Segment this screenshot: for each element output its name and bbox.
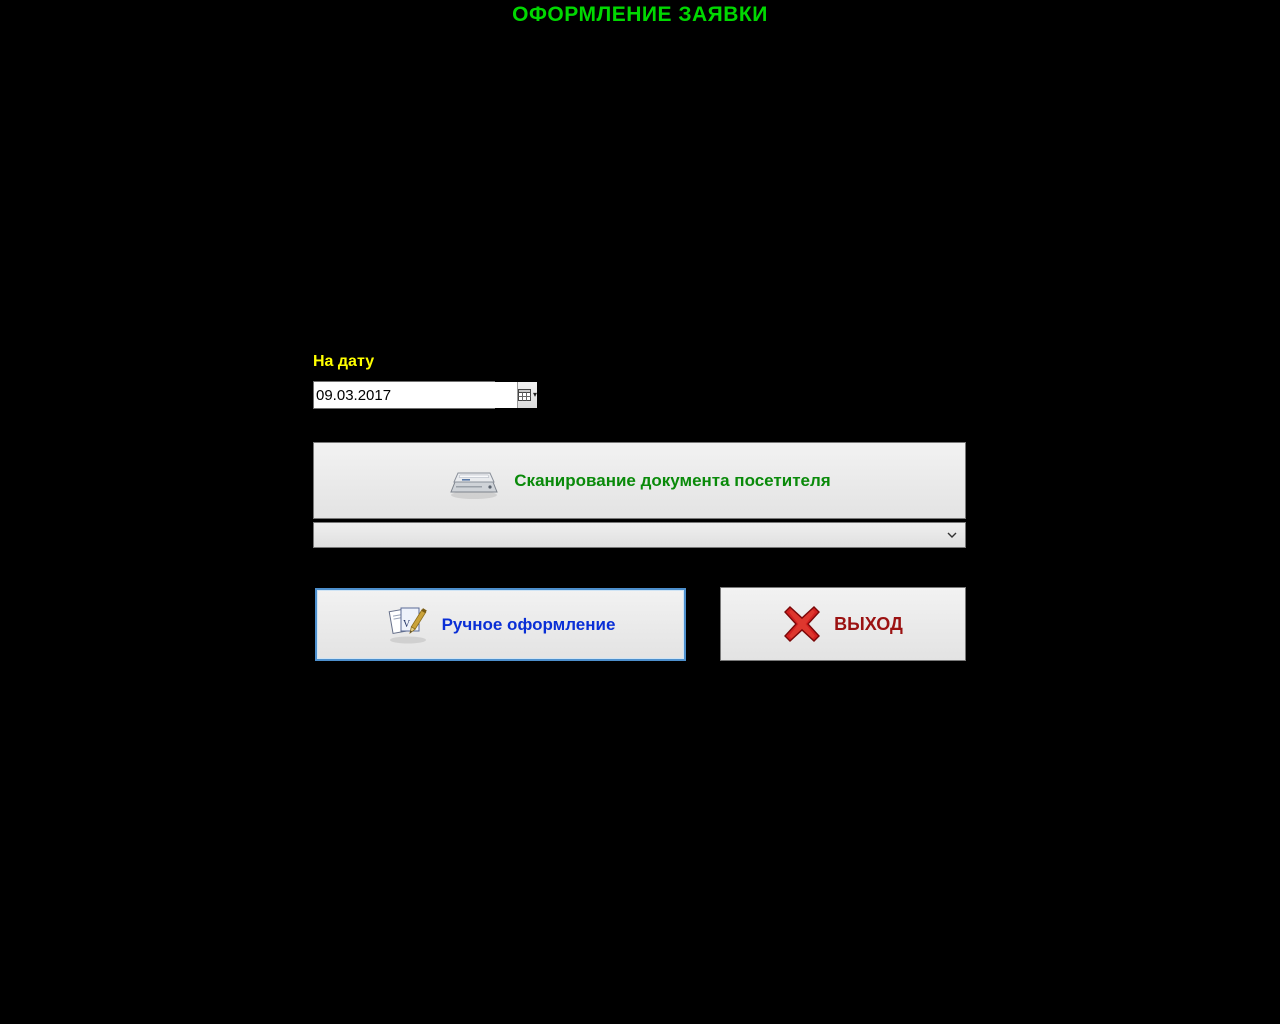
date-picker xyxy=(313,381,538,409)
dropdown-arrow-icon: ▾ xyxy=(533,390,538,399)
calendar-dropdown-button[interactable] xyxy=(517,382,537,408)
chevron-down-icon xyxy=(947,532,957,538)
scan-document-button[interactable] xyxy=(313,442,966,519)
manual-button-label: Ручное оформление xyxy=(441,614,616,634)
svg-text:V: V xyxy=(402,618,410,630)
scan-button-label: Сканирование документа посетителя xyxy=(514,470,831,490)
manual-registration-button[interactable] xyxy=(315,588,686,661)
scanner-icon xyxy=(448,462,500,500)
scanner-select-dropdown[interactable] xyxy=(313,522,966,548)
page-title: ОФОРМЛЕНИЕ ЗАЯВКИ xyxy=(512,3,768,26)
date-input[interactable] xyxy=(314,382,517,408)
red-x-icon xyxy=(783,605,821,643)
exit-button[interactable] xyxy=(720,587,966,661)
calendar-icon xyxy=(518,389,531,401)
date-label: На дату xyxy=(313,353,375,370)
exit-button-label: ВЫХОД xyxy=(834,613,903,634)
document-pen-icon xyxy=(386,605,430,645)
